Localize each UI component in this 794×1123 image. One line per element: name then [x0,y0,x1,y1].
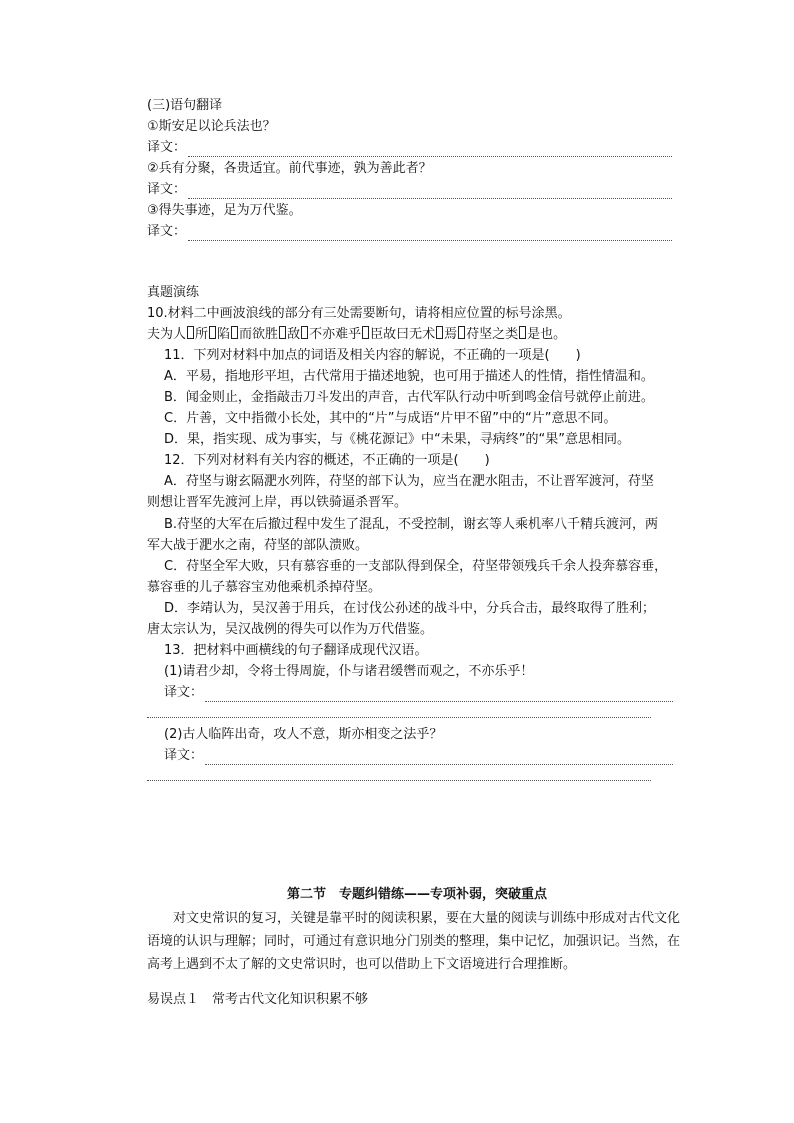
answer-line[interactable] [147,768,651,781]
answer-label: 译文： [164,748,204,763]
answer-label: 译文： [147,182,187,197]
answer-line[interactable] [147,181,672,199]
answer-line[interactable] [164,747,673,765]
question-13: 13．把材料中画横线的句子翻译成现代汉语。 [164,643,428,658]
option-d: D．果，指实现、成为事实，与《桃花源记》中“未果，寻病终”的“果”意思相同。 [164,432,630,447]
option-b-cont: 军大战于淝水之南，苻坚的部队溃败。 [147,538,369,553]
mark-box[interactable] [362,326,369,339]
mark-box[interactable] [301,326,308,339]
answer-line[interactable] [164,684,673,702]
question-13-1: (1)请君少却，令将士得周旋，仆与诸君缓辔而观之，不亦乐乎！ [164,664,534,679]
mark-box[interactable] [458,326,465,339]
question-text: ①斯安足以论兵法也？ [147,119,276,134]
sentence-break-text: 夫为人 所 陷 而欲胜 敌 不亦难乎 臣故曰无术 焉 苻坚之类 是也。 [147,327,567,342]
error-point-heading: 易误点１ 常考古代文化知识积累不够 [147,992,369,1007]
answer-line[interactable] [147,223,672,241]
mark-box[interactable] [436,326,443,339]
practice-heading: 真题演练 [147,285,200,300]
option-b: B．闻金则止，金指敲击刀斗发出的声音，古代军队行动中听到鸣金信号就停止前进。 [164,390,654,405]
answer-line[interactable] [147,139,672,157]
answer-label: 译文： [164,685,204,700]
intro-paragraph: 对文史常识的复习，关键是靠平时的阅读积累，要在大量的阅读与训练中形成对古代文化语境的认识与理解；同时，可通过有意识地分门别类的整理，集中记忆，加强识记。当然，在高考上遇到不太了解的文史常识时，也可以借助上下文语境进行合理推断。 [147,911,681,972]
mark-box[interactable] [187,326,194,339]
question-text: ②兵有分聚，各贵适宜。前代事迹，孰为善此者？ [147,161,432,176]
question-10: 10.材料二中画波浪线的部分有三处需要断句，请将相应位置的标号涂黑。 [147,306,571,321]
option-a: A．平易，指地形平坦，古代常用于描述地貌，也可用于描述人的性情，指性情温和。 [164,369,654,384]
answer-line[interactable] [147,705,651,718]
option-b: B.苻坚的大军在后撤过程中发生了混乱，不受控制，谢玄等人乘机率八千精兵渡河，两 [164,517,659,532]
option-d: D．李靖认为，吴汉善于用兵，在讨伐公孙述的战斗中，分兵合击，最终取得了胜利； [164,601,656,616]
option-c: C．苻坚全军大败，只有慕容垂的一支部队得到保全，苻坚带领残兵千余人投奔慕容垂， [164,559,668,574]
question-13-2: (2)古人临阵出奇，攻人不意，斯亦相变之法乎？ [164,727,443,742]
mark-box[interactable] [231,326,238,339]
option-c-cont: 慕容垂的儿子慕容宝劝他乘机杀掉苻坚。 [147,580,382,595]
option-d-cont: 唐太宗认为，吴汉战例的得失可以作为万代借鉴。 [147,622,434,637]
question-12: 12．下列对材料有关内容的概述，不正确的一项是( ) [164,453,490,468]
question-text: ③得失事迹，足为万代鉴。 [147,203,302,218]
option-a-cont: 则想让晋军先渡河上岸，再以铁骑逼杀晋军。 [147,495,408,510]
mark-box[interactable] [209,326,216,339]
section-heading: (三)语句翻译 [147,98,223,113]
question-11: 11．下列对材料中加点的词语及相关内容的解说，不正确的一项是( ) [164,348,581,363]
answer-label: 译文： [147,140,187,155]
option-a: A．苻坚与谢玄隔淝水列阵，苻坚的部下认为，应当在淝水阻击，不让晋军渡河，苻坚 [164,474,654,489]
option-c: C．片善，文中指微小长处，其中的“片”与成语“片甲不留”中的“片”意思不同。 [164,411,617,426]
answer-label: 译文： [147,224,187,239]
section-title: 第二节 专题纠错练——专项补弱，突破重点 [286,887,547,902]
mark-box[interactable] [519,326,526,339]
mark-box[interactable] [279,326,286,339]
